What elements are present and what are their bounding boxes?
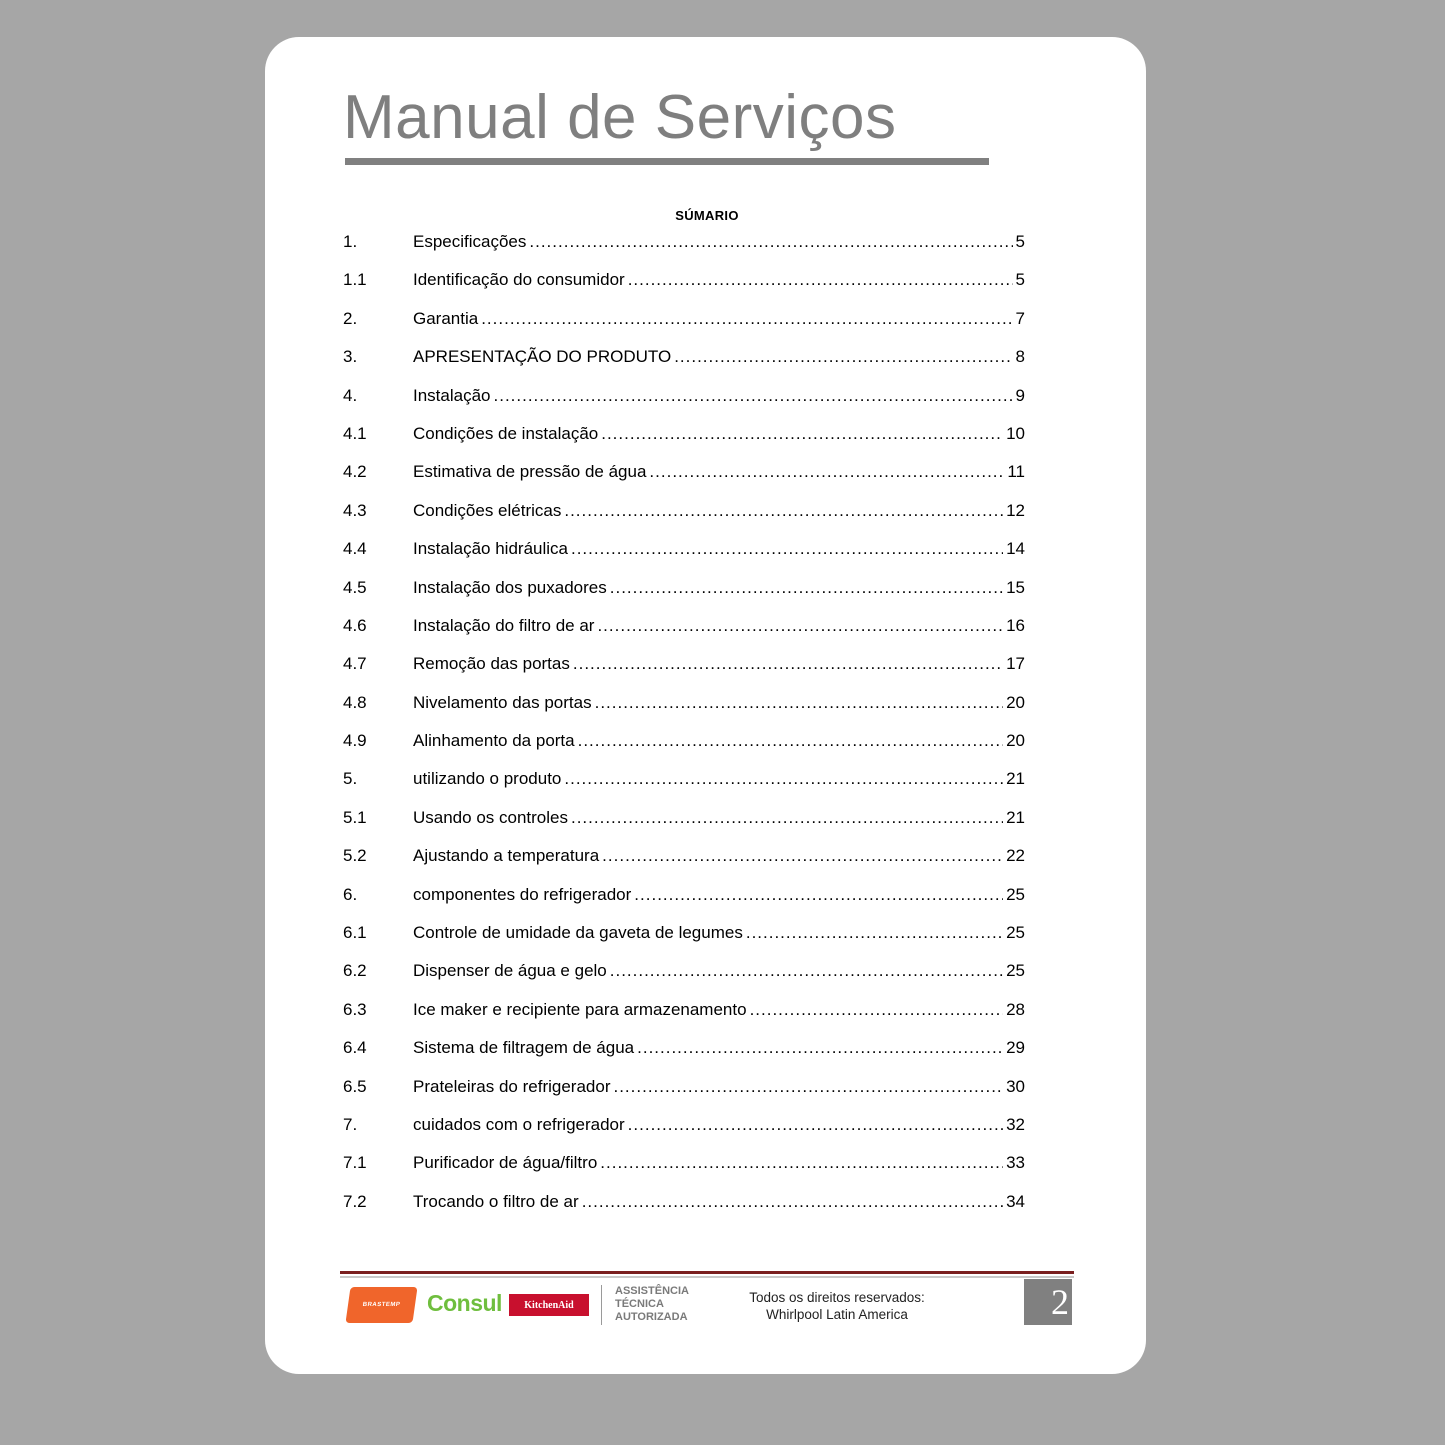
toc-entry-page: 25 xyxy=(1006,884,1025,904)
toc-dot-leader xyxy=(582,1192,1003,1212)
toc-entry-label: Garantia xyxy=(413,308,479,328)
toc-entry-number: 6.2 xyxy=(343,961,367,981)
toc-entry-label: Condições elétricas xyxy=(413,500,562,520)
toc-entry-number: 3. xyxy=(343,347,358,367)
toc-entry-label: Instalação hidráulica xyxy=(413,539,568,559)
toc-entry-label: Nivelamento das portas xyxy=(413,692,592,712)
toc-entry-label: Controle de umidade da gaveta de legumes xyxy=(413,923,743,943)
toc-dot-leader xyxy=(628,1115,1003,1135)
toc-entry-number: 4.6 xyxy=(343,615,367,635)
toc-dot-leader xyxy=(564,769,1003,789)
toc-entry-label: Instalação xyxy=(413,385,491,405)
toc-entry[interactable] xyxy=(343,647,1025,685)
toc-entry[interactable] xyxy=(343,1108,1025,1146)
document-title: Manual de Serviços xyxy=(343,83,897,152)
toc-entry[interactable] xyxy=(343,1070,1025,1108)
toc-entry[interactable] xyxy=(343,609,1025,647)
toc-entry-label: Sistema de filtragem de água xyxy=(413,1038,635,1058)
toc-dot-leader xyxy=(628,270,1013,290)
toc-entry-number: 4.3 xyxy=(343,500,367,520)
toc-entry-label: Ice maker e recipiente para armazenamento xyxy=(413,999,747,1019)
toc-entry-number: 7.2 xyxy=(343,1191,367,1211)
toc-entry-number: 5. xyxy=(343,769,358,789)
toc-entry-label: Dispenser de água e gelo xyxy=(413,961,607,981)
toc-entry-page: 25 xyxy=(1006,961,1025,981)
toc-entry-number: 4.9 xyxy=(343,731,367,751)
toc-entry-label: Prateleiras do refrigerador xyxy=(413,1076,611,1096)
toc-dot-leader xyxy=(600,1153,1003,1173)
brastemp-logo xyxy=(345,1287,417,1323)
toc-entry-label: APRESENTAÇÃO DO PRODUTO xyxy=(413,347,672,367)
toc-entry-label: Condições de instalação xyxy=(413,423,599,443)
toc-dot-leader xyxy=(610,578,1003,598)
toc-entry-page: 12 xyxy=(1006,500,1025,520)
copyright-line: Todos os direitos reservados: xyxy=(749,1290,925,1305)
toc-entry-label: Purificador de água/filtro xyxy=(413,1153,598,1173)
copyright-owner: Whirlpool Latin America xyxy=(766,1307,908,1322)
toc-entry[interactable] xyxy=(343,993,1025,1031)
page-number-badge: 2 xyxy=(1024,1279,1072,1325)
toc-entry[interactable] xyxy=(343,839,1025,877)
toc-entry-number: 6. xyxy=(343,884,358,904)
document-page xyxy=(265,37,1146,1374)
toc-entry-page: 20 xyxy=(1006,731,1025,751)
toc-entry-page: 15 xyxy=(1006,577,1025,597)
toc-entry-page: 21 xyxy=(1006,769,1025,789)
assist-line: TÉCNICA xyxy=(615,1298,664,1310)
toc-entry[interactable] xyxy=(343,801,1025,839)
toc-entry-number: 6.4 xyxy=(343,1038,367,1058)
toc-entry-label: cuidados com o refrigerador xyxy=(413,1114,625,1134)
toc-entry-number: 6.5 xyxy=(343,1076,367,1096)
toc-entry-page: 5 xyxy=(1015,270,1025,290)
toc-entry[interactable] xyxy=(343,571,1025,609)
toc-entry-number: 4.7 xyxy=(343,654,367,674)
toc-entry[interactable] xyxy=(343,417,1025,455)
toc-dot-leader xyxy=(571,808,1003,828)
toc-dot-leader xyxy=(481,309,1012,329)
kitchenaid-logo-text: KitchenAid xyxy=(524,1299,574,1311)
toc-dot-leader xyxy=(613,1077,1003,1097)
toc-dot-leader xyxy=(571,539,1003,559)
copyright-notice xyxy=(727,1289,947,1323)
toc-dot-leader xyxy=(601,424,1003,444)
footer-divider-shadow xyxy=(340,1276,1074,1278)
toc-entry-page: 29 xyxy=(1006,1038,1025,1058)
toc-dot-leader xyxy=(746,923,1003,943)
table-of-contents xyxy=(343,225,1025,1223)
toc-entry-page: 14 xyxy=(1006,539,1025,559)
toc-entry-number: 4.1 xyxy=(343,423,367,443)
toc-entry[interactable] xyxy=(343,340,1025,378)
toc-entry-number: 2. xyxy=(343,308,358,328)
toc-entry-label: Alinhamento da porta xyxy=(413,731,575,751)
toc-entry-page: 32 xyxy=(1006,1114,1025,1134)
toc-entry-label: Remoção das portas xyxy=(413,654,570,674)
toc-entry-label: Instalação do filtro de ar xyxy=(413,615,595,635)
toc-entry-page: 8 xyxy=(1015,347,1025,367)
toc-entry-label: Instalação dos puxadores xyxy=(413,577,607,597)
toc-entry-number: 6.3 xyxy=(343,999,367,1019)
toc-dot-leader xyxy=(494,386,1013,406)
toc-dot-leader xyxy=(597,616,1003,636)
toc-entry[interactable] xyxy=(343,532,1025,570)
toc-entry[interactable] xyxy=(343,1146,1025,1184)
toc-entry[interactable] xyxy=(343,762,1025,800)
toc-entry-number: 7. xyxy=(343,1114,358,1134)
title-underline xyxy=(345,158,989,165)
toc-entry-label: Estimativa de pressão de água xyxy=(413,462,647,482)
authorized-assistance-label xyxy=(615,1285,689,1324)
logo-separator xyxy=(601,1285,602,1325)
toc-dot-leader xyxy=(674,347,1012,367)
toc-entry-page: 5 xyxy=(1015,232,1025,251)
toc-dot-leader xyxy=(610,961,1003,981)
toc-entry-number: 5.2 xyxy=(343,846,367,866)
toc-dot-leader xyxy=(637,1038,1003,1058)
toc-entry-number: 7.1 xyxy=(343,1153,367,1173)
toc-entry-page: 21 xyxy=(1006,807,1025,827)
toc-entry-page: 33 xyxy=(1006,1153,1025,1173)
toc-dot-leader xyxy=(529,232,1012,252)
assist-line: AUTORIZADA xyxy=(615,1311,688,1323)
toc-entry[interactable] xyxy=(343,878,1025,916)
toc-dot-leader xyxy=(649,462,1004,482)
toc-entry-page: 7 xyxy=(1015,308,1025,328)
footer-divider xyxy=(340,1271,1074,1274)
toc-entry[interactable] xyxy=(343,1185,1025,1223)
toc-entry-number: 4.2 xyxy=(343,462,367,482)
toc-entry-label: Trocando o filtro de ar xyxy=(413,1191,579,1211)
toc-entry[interactable] xyxy=(343,494,1025,532)
toc-entry-number: 4.4 xyxy=(343,539,367,559)
brastemp-logo-text: BRASTEMP xyxy=(362,1302,401,1308)
toc-entry-number: 4.8 xyxy=(343,692,367,712)
toc-entry-page: 20 xyxy=(1006,692,1025,712)
toc-entry-page: 34 xyxy=(1006,1191,1025,1211)
assist-line: ASSISTÊNCIA xyxy=(615,1285,689,1297)
toc-dot-leader xyxy=(573,654,1003,674)
toc-entry[interactable] xyxy=(343,302,1025,340)
toc-entry[interactable] xyxy=(343,686,1025,724)
toc-entry[interactable] xyxy=(343,916,1025,954)
toc-entry-number: 4.5 xyxy=(343,577,367,597)
toc-entry-page: 17 xyxy=(1006,654,1025,674)
toc-entry-label: Ajustando a temperatura xyxy=(413,846,600,866)
toc-heading: SÚMARIO xyxy=(675,208,739,223)
toc-entry-page: 30 xyxy=(1006,1076,1025,1096)
toc-entry-number: 5.1 xyxy=(343,807,367,827)
toc-entry-page: 9 xyxy=(1015,385,1025,405)
toc-entry-label: Especificações xyxy=(413,232,527,251)
toc-dot-leader xyxy=(564,501,1003,521)
toc-entry-page: 16 xyxy=(1006,615,1025,635)
toc-entry-page: 28 xyxy=(1006,999,1025,1019)
toc-entry-page: 11 xyxy=(1007,462,1025,482)
toc-entry-label: utilizando o produto xyxy=(413,769,562,789)
toc-entry-number: 1.1 xyxy=(343,270,367,290)
toc-dot-leader xyxy=(750,1000,1004,1020)
toc-entry-page: 25 xyxy=(1006,923,1025,943)
kitchenaid-logo xyxy=(509,1294,589,1316)
toc-entry-label: componentes do refrigerador xyxy=(413,884,632,904)
toc-entry-number: 4. xyxy=(343,385,358,405)
toc-entry-page: 10 xyxy=(1006,423,1025,443)
toc-entry[interactable] xyxy=(343,724,1025,762)
toc-entry-number: 1. xyxy=(343,232,358,251)
toc-entry-number: 6.1 xyxy=(343,923,367,943)
toc-dot-leader xyxy=(602,846,1003,866)
toc-entry[interactable] xyxy=(343,225,1025,263)
toc-entry-label: Usando os controles xyxy=(413,807,568,827)
toc-dot-leader xyxy=(634,885,1003,905)
toc-dot-leader xyxy=(578,731,1003,751)
toc-entry[interactable] xyxy=(343,1031,1025,1069)
toc-entry[interactable] xyxy=(343,954,1025,992)
consul-logo: Consul xyxy=(427,1290,502,1316)
toc-entry-page: 22 xyxy=(1006,846,1025,866)
toc-entry[interactable] xyxy=(343,379,1025,417)
toc-entry[interactable] xyxy=(343,263,1025,301)
toc-entry-label: Identificação do consumidor xyxy=(413,270,625,290)
toc-entry[interactable] xyxy=(343,455,1025,493)
toc-dot-leader xyxy=(595,693,1003,713)
